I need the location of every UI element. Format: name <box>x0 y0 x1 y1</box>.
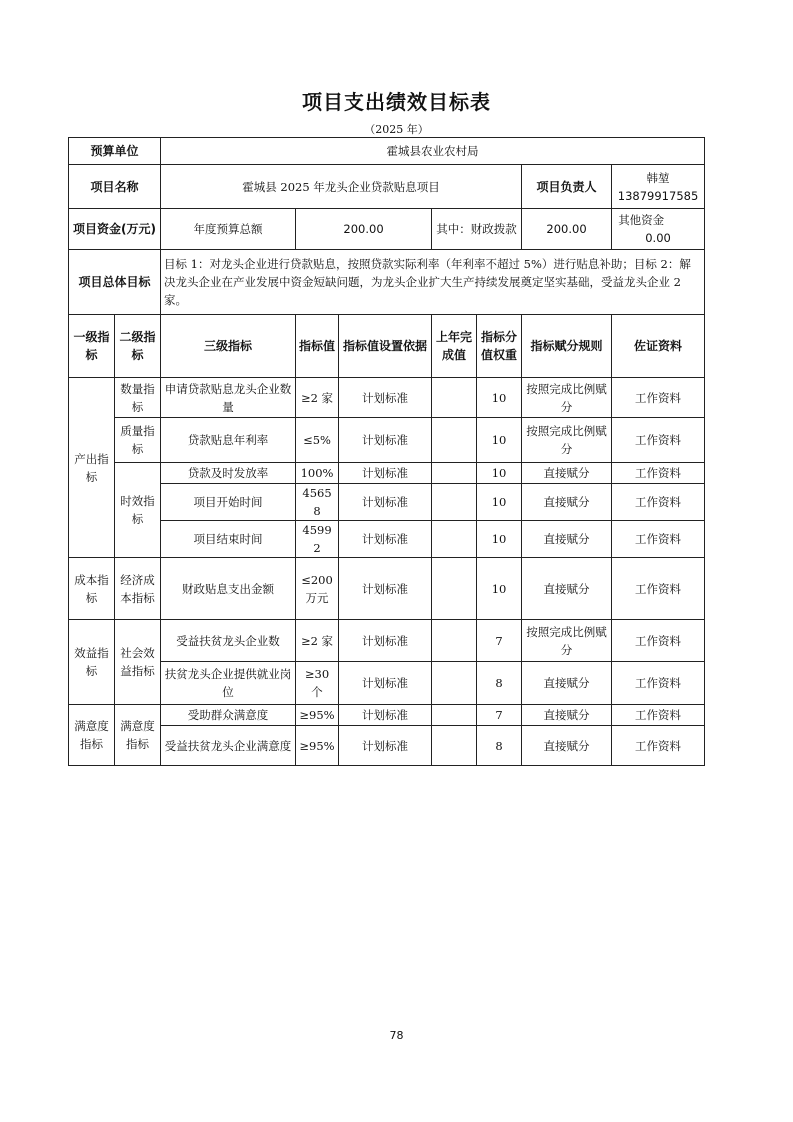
indicator-basis: 计划标准 <box>339 463 432 484</box>
evidence: 工作资料 <box>612 378 705 418</box>
table-row <box>69 705 705 726</box>
indicator-value: ≥2 家 <box>296 620 339 662</box>
level1-benefit: 效益指标 <box>69 620 115 705</box>
table-row <box>69 662 705 705</box>
project-owner-label: 项目负责人 <box>522 165 612 209</box>
indicator-weight: 10 <box>477 463 522 484</box>
indicator-weight: 8 <box>477 662 522 705</box>
indicator-name: 申请贷款贴息龙头企业数量 <box>161 378 296 418</box>
unit-row <box>69 138 705 165</box>
scoring-rule: 直接赋分 <box>522 662 612 705</box>
col-level2: 二级指标 <box>115 315 161 378</box>
indicator-basis: 计划标准 <box>339 726 432 766</box>
last-year-value <box>432 558 477 620</box>
last-year-value <box>432 662 477 705</box>
col-level1: 一级指标 <box>69 315 115 378</box>
col-evidence: 佐证资料 <box>612 315 705 378</box>
indicator-weight: 10 <box>477 378 522 418</box>
unit-value: 霍城县农业农村局 <box>161 138 705 165</box>
indicator-weight: 7 <box>477 620 522 662</box>
col-rule: 指标赋分规则 <box>522 315 612 378</box>
last-year-value <box>432 463 477 484</box>
other-funds-label-text: 其他资金 <box>618 213 665 227</box>
owner-phone: 13879917585 <box>617 188 699 203</box>
scoring-rule: 直接赋分 <box>522 705 612 726</box>
indicator-basis: 计划标准 <box>339 662 432 705</box>
indicator-basis: 计划标准 <box>339 378 432 418</box>
col-last-year: 上年完成值 <box>432 315 477 378</box>
indicator-basis: 计划标准 <box>339 558 432 620</box>
evidence: 工作资料 <box>612 521 705 558</box>
indicator-name: 扶贫龙头企业提供就业岗位 <box>161 662 296 705</box>
goal-label: 项目总体目标 <box>69 250 161 315</box>
evidence: 工作资料 <box>612 418 705 463</box>
table-row <box>69 463 705 484</box>
table-row <box>69 521 705 558</box>
project-owner-value <box>612 165 705 209</box>
other-funds-label <box>612 209 705 250</box>
table-row <box>69 726 705 766</box>
page-number: 78 <box>389 1029 404 1042</box>
table-row <box>69 620 705 662</box>
indicator-name: 财政贴息支出金额 <box>161 558 296 620</box>
indicator-value: ≥2 家 <box>296 378 339 418</box>
annual-budget-label: 年度预算总额 <box>161 209 296 250</box>
indicator-name: 贷款贴息年利率 <box>161 418 296 463</box>
level2-economic-cost: 经济成本指标 <box>115 558 161 620</box>
scoring-rule: 直接赋分 <box>522 558 612 620</box>
table-row <box>69 418 705 463</box>
level1-output: 产出指标 <box>69 378 115 558</box>
indicator-value: 45992 <box>296 521 339 558</box>
level1-satisfaction: 满意度指标 <box>69 705 115 766</box>
table-row <box>69 484 705 521</box>
last-year-value <box>432 521 477 558</box>
indicator-value: 100% <box>296 463 339 484</box>
evidence: 工作资料 <box>612 463 705 484</box>
indicator-weight: 7 <box>477 705 522 726</box>
indicator-weight: 8 <box>477 726 522 766</box>
fiscal-value: 200.00 <box>522 209 612 250</box>
column-header-row <box>69 315 705 378</box>
indicator-basis: 计划标准 <box>339 521 432 558</box>
level2-timeliness: 时效指标 <box>115 463 161 558</box>
indicator-name: 项目结束时间 <box>161 521 296 558</box>
last-year-value <box>432 620 477 662</box>
evidence: 工作资料 <box>612 484 705 521</box>
project-name-value: 霍城县 2025 年龙头企业贷款贴息项目 <box>161 165 522 209</box>
indicator-value: 45658 <box>296 484 339 521</box>
other-funds-value: 0.00 <box>645 231 671 245</box>
level2-social-benefit: 社会效益指标 <box>115 620 161 705</box>
owner-name: 韩堃 <box>646 170 670 185</box>
evidence: 工作资料 <box>612 705 705 726</box>
indicator-value: ≥30 个 <box>296 662 339 705</box>
indicator-weight: 10 <box>477 558 522 620</box>
level1-cost: 成本指标 <box>69 558 115 620</box>
indicator-value: ≤5% <box>296 418 339 463</box>
table-row <box>69 378 705 418</box>
performance-target-table <box>68 137 705 766</box>
funds-row <box>69 209 705 250</box>
level2-quantity: 数量指标 <box>115 378 161 418</box>
last-year-value <box>432 726 477 766</box>
indicator-basis: 计划标准 <box>339 484 432 521</box>
scoring-rule: 按照完成比例赋分 <box>522 620 612 662</box>
col-weight: 指标分值权重 <box>477 315 522 378</box>
indicator-name: 受助群众满意度 <box>161 705 296 726</box>
scoring-rule: 直接赋分 <box>522 463 612 484</box>
table-row <box>69 558 705 620</box>
indicator-name: 贷款及时发放率 <box>161 463 296 484</box>
indicator-name: 受益扶贫龙头企业数 <box>161 620 296 662</box>
last-year-value <box>432 705 477 726</box>
page-title: 项目支出绩效目标表 <box>302 90 491 114</box>
annual-budget-value: 200.00 <box>296 209 432 250</box>
indicator-value: ≤200 万元 <box>296 558 339 620</box>
indicator-weight: 10 <box>477 484 522 521</box>
evidence: 工作资料 <box>612 558 705 620</box>
indicator-basis: 计划标准 <box>339 620 432 662</box>
last-year-value <box>432 378 477 418</box>
indicator-value: ≥95% <box>296 726 339 766</box>
indicator-name: 项目开始时间 <box>161 484 296 521</box>
scoring-rule: 按照完成比例赋分 <box>522 378 612 418</box>
scoring-rule: 直接赋分 <box>522 726 612 766</box>
unit-label: 预算单位 <box>69 138 161 165</box>
evidence: 工作资料 <box>612 662 705 705</box>
col-value: 指标值 <box>296 315 339 378</box>
col-level3: 三级指标 <box>161 315 296 378</box>
col-basis: 指标值设置依据 <box>339 315 432 378</box>
goal-row <box>69 250 705 315</box>
indicator-basis: 计划标准 <box>339 418 432 463</box>
scoring-rule: 按照完成比例赋分 <box>522 418 612 463</box>
year-label: （2025 年） <box>364 123 429 136</box>
evidence: 工作资料 <box>612 620 705 662</box>
indicator-basis: 计划标准 <box>339 705 432 726</box>
last-year-value <box>432 484 477 521</box>
funds-label: 项目资金(万元) <box>69 209 161 250</box>
project-name-label: 项目名称 <box>69 165 161 209</box>
last-year-value <box>432 418 477 463</box>
scoring-rule: 直接赋分 <box>522 521 612 558</box>
indicator-weight: 10 <box>477 418 522 463</box>
level2-quality: 质量指标 <box>115 418 161 463</box>
scoring-rule: 直接赋分 <box>522 484 612 521</box>
evidence: 工作资料 <box>612 726 705 766</box>
goal-text: 目标 1：对龙头企业进行贷款贴息，按照贷款实际利率（年利率不超过 5%）进行贴息补助；目标 2：解决龙头企业在产业发展中资金短缺问题，为龙头企业扩大生产持续发展奠定坚实基础，受益龙头企业 2 家。 <box>161 250 705 315</box>
indicator-weight: 10 <box>477 521 522 558</box>
project-name-row <box>69 165 705 209</box>
indicator-name: 受益扶贫龙头企业满意度 <box>161 726 296 766</box>
fiscal-label: 其中：财政拨款 <box>432 209 522 250</box>
indicator-value: ≥95% <box>296 705 339 726</box>
level2-satisfaction: 满意度指标 <box>115 705 161 766</box>
